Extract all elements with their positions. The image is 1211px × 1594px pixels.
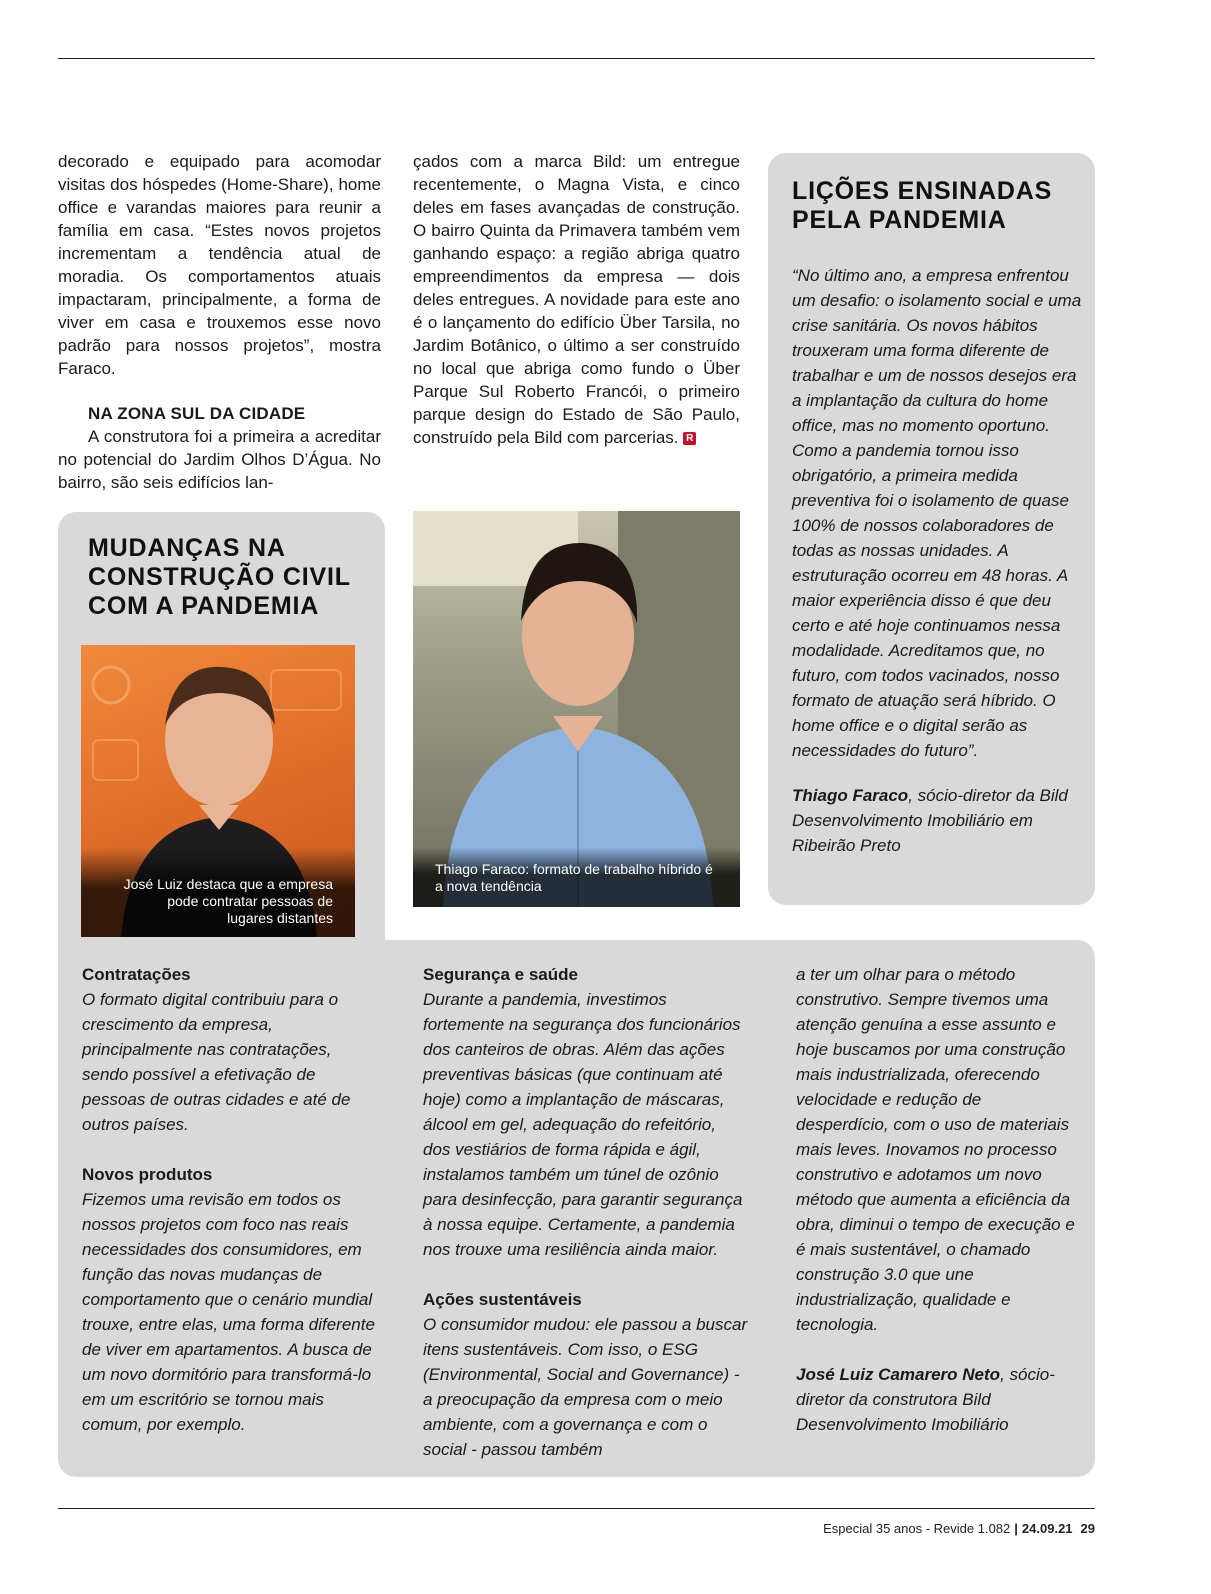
section-text: a ter um olhar para o método construtivo. Sempre tivemos uma atenção genuína a esse assunto e hoje buscamos por uma construção mais industrializada, oferecendo velocidade e redução de desperdício, com o uso de materiais mais leves. Inovamos no processo construtivo e adotamos um novo método que aumenta a eficiência da obra, diminui o tempo de execução e é mais sustentável, o chamado construção 3.0 que une industrialização, qualidade e tecnologia. xyxy=(796,965,1075,1334)
section-title: Ações sustentáveis xyxy=(423,1290,582,1309)
article-subhead: NA ZONA SUL DA CIDADE xyxy=(88,404,306,423)
sidebar-quote: “No último ano, a empresa enfrentou um desafio: o isolamento social e uma crise sanitária. Os novos hábitos trouxeram uma forma diferente de trabalhar e um de nossos desejos era a implantação da cultura do home office, mas no momento oportuno. Como a pandemia tornou isso obrigatório, a primeira medida preventiva foi o isolamento de quase 100% de nossos colaboradores de todas as nossas unidades. A estruturação ocorreu em 48 horas. A maior experiência disso é que deu certo e até hoje continuamos nessa modalidade. Acreditamos que, no futuro, com todos vacinados, nosso formato de atuação será híbrido. O home office e o digital serão as necessidades do futuro”. xyxy=(792,266,1082,760)
page-footer xyxy=(823,1521,1095,1536)
page-number: 29 xyxy=(1080,1521,1095,1536)
article-column-1 xyxy=(58,150,381,494)
signature-role: , sócio-diretor da Bild Desenvolvimento Imobiliário em Ribeirão Preto xyxy=(792,786,1068,855)
section-text: Fizemos uma revisão em todos os nossos projetos com foco nas reais necessidades dos consumidores, em função das novas mudanças de comportamento que o cenário mundial trouxe, entre elas, uma forma diferente de viver em apartamentos. A busca de um novo dormitório para transformá-lo em um escritório se tornou mais comum, por exemplo. xyxy=(82,1190,375,1434)
publication-name: Especial 35 anos - Revide 1.082 xyxy=(823,1521,1011,1536)
issue-date: 24.09.21 xyxy=(1021,1521,1073,1536)
signature-role: , sócio-diretor da construtora Bild Desenvolvimento Imobiliário xyxy=(796,1365,1055,1434)
end-of-article-icon: R xyxy=(683,432,696,445)
sidebar-changes-body xyxy=(58,940,1095,1477)
sidebar-column-1 xyxy=(82,962,382,1437)
photo-thiago-faraco xyxy=(413,511,740,907)
signature-name: Thiago Faraco xyxy=(792,786,909,805)
article-paragraph: decorado e equipado para acomodar visitas dos hóspedes (Home-Share), home office e varandas maiores para reunir a família em casa. “Estes novos projetos incrementam a tendência atual de moradia. Os comportamentos atuais impactaram, principalmente, a forma de viver em casa e trouxemos esse novo padrão para nossos projetos”, mostra Faraco. xyxy=(58,152,381,378)
article-column-2 xyxy=(413,150,740,449)
top-rule xyxy=(58,58,1095,59)
photo-caption: José Luiz destaca que a empresa pode contratar pessoas de lugares distantes xyxy=(81,848,355,937)
sidebar-column-2 xyxy=(423,962,748,1462)
section-title: Novos produtos xyxy=(82,1165,213,1184)
photo-caption: Thiago Faraco: formato de trabalho híbrido é a nova tendência xyxy=(413,847,740,907)
sidebar-column-3 xyxy=(796,962,1076,1437)
sidebar-title: LIÇÕES ENSINADAS PELA PANDEMIA xyxy=(792,177,1053,234)
article-paragraph xyxy=(413,150,740,449)
photo-jose-luiz xyxy=(81,645,355,937)
section-title: Segurança e saúde xyxy=(423,965,578,984)
article-paragraph-text: çados com a marca Bild: um entregue recentemente, o Magna Vista, e cinco deles em fases avançadas de construção. O bairro Quinta da Primavera também vem ganhando espaço: a região abriga quatro empreendimentos da empresa — dois deles entregues. A novidade para este ano é o lançamento do edifício Über Tarsila, no Jardim Botânico, o último a ser construído no local que abriga como fundo o Über Parque Sul Roberto Francói, o primeiro parque design do Estado de São Paulo, construído pela Bild com parcerias. xyxy=(413,152,740,447)
article-paragraph: A construtora foi a primeira a acreditar no potencial do Jardim Olhos D’Água. No bairro, são seis edifícios lan- xyxy=(58,427,381,492)
sidebar-signature xyxy=(792,783,1082,858)
section-text: O formato digital contribuiu para o crescimento da empresa, principalmente nas contratações, sendo possível a efetivação de pessoas de outras cidades e até de outros países. xyxy=(82,990,351,1134)
sidebar-title: MUDANÇAS NA CONSTRUÇÃO CIVIL COM A PANDEMIA xyxy=(88,534,351,620)
signature-name: José Luiz Camarero Neto xyxy=(796,1365,1001,1384)
bottom-rule xyxy=(58,1508,1095,1509)
sidebar-signature xyxy=(796,1362,1076,1437)
footer-separator: | xyxy=(1014,1521,1018,1536)
section-text: O consumidor mudou: ele passou a buscar itens sustentáveis. Com isso, o ESG (Environmental, Social and Governance) - a preocupação da empresa com o meio ambiente, com a governança e com o social - passou também xyxy=(423,1315,748,1459)
sidebar-lessons xyxy=(768,153,1095,905)
section-text: Durante a pandemia, investimos fortemente na segurança dos funcionários dos canteiros de obras. Além das ações preventivas básicas (que continuam até hoje) como a implantação de máscaras, álcool em gel, adequação do refeitório, dos vestiários de forma rápida e ágil, instalamos também um túnel de ozônio para desinfecção, para garantir segurança à nossa equipe. Certamente, a pandemia nos trouxe uma resiliência ainda maior. xyxy=(423,990,743,1259)
section-title: Contratações xyxy=(82,965,191,984)
